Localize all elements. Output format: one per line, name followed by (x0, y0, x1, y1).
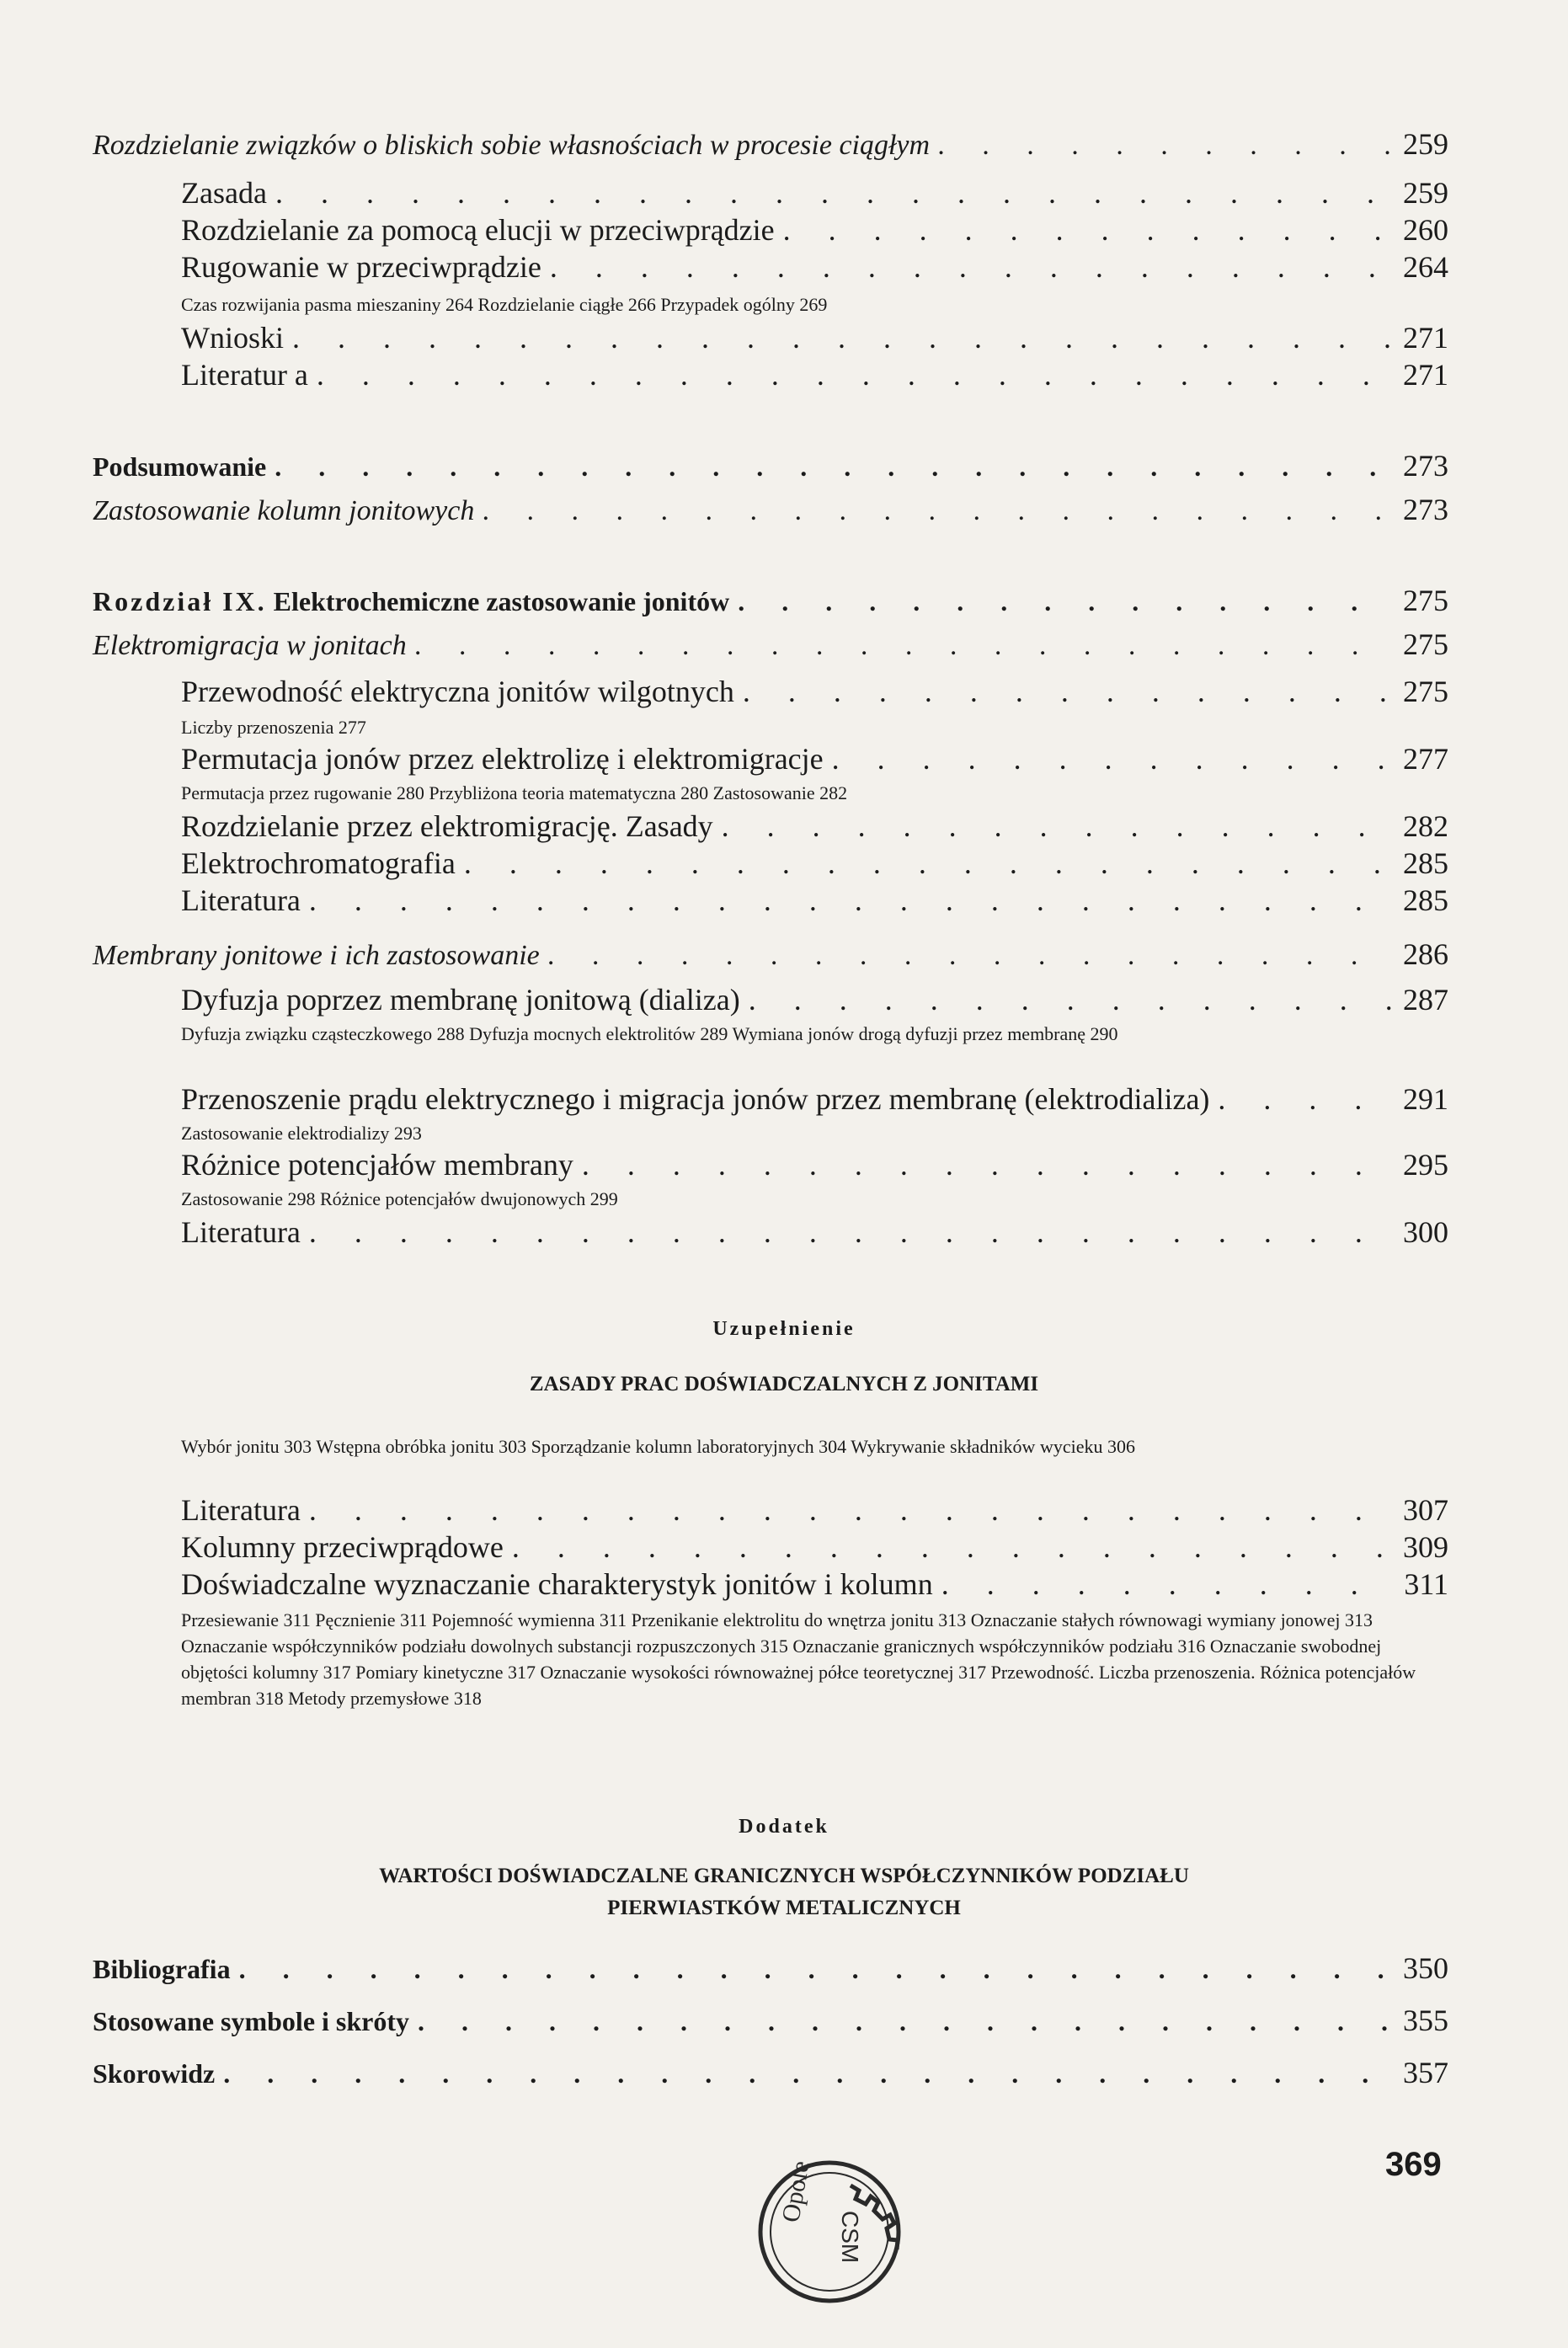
leader-dots (275, 175, 1395, 211)
leader-dots (749, 982, 1395, 1017)
page-number: 260 (1403, 213, 1448, 247)
toc-entry (93, 1950, 1448, 1986)
subtopics-note: Przesiewanie 311 Pęcznienie 311 Pojemność wymienna 311 Przenikanie elektrolitu do wnętrza jonitu 313 Oznaczanie stałych równowagi wymiany jonowej 313 Oznaczanie współczynników podziału dowolnych substancji rozpuszczonych 315 Oznaczanie granicznych współczynników podziału 316 Oznaczanie swobodnej objętości kolumny 317 Pomiary kinetyczne 317 Oznaczanie wysokości równoważnej półce teoretycznej 317 Przewodność. Liczba przenoszenia. Różnica potencjałów membran 318 Metody przemysłowe 318 (181, 1609, 1416, 1709)
page-number: 277 (1403, 742, 1448, 776)
entry-title: Podsumowanie (93, 451, 267, 482)
chapter-heading (93, 583, 1448, 618)
toc-entry (181, 212, 1448, 248)
leader-dots (309, 1492, 1395, 1528)
chapter-number: Rozdział IX. (93, 586, 267, 616)
page-number: 275 (1403, 675, 1448, 708)
subtopics-note: Permutacja przez rugowanie 280 Przybliżona teoria matematyczna 280 Zastosowanie 282 (181, 782, 848, 803)
subtopics-note: Czas rozwijania pasma mieszaniny 264 Rozdzielanie ciągłe 266 Przypadek ogólny 269 (181, 294, 828, 315)
page-number: 295 (1403, 1148, 1448, 1182)
toc-entry (93, 448, 1448, 483)
toc-entry (181, 883, 1448, 918)
page-number: 287 (1403, 983, 1448, 1017)
leader-dots (418, 2006, 1395, 2037)
page-number: 285 (1403, 883, 1448, 917)
section-heading: Uzupełnienie (712, 1318, 856, 1340)
leader-dots (464, 846, 1395, 881)
page-number: 282 (1403, 809, 1448, 843)
chapter-title: Elektrochemiczne zastosowanie jonitów (273, 586, 730, 616)
toc-entry (181, 1214, 1448, 1250)
entry-title: Bibliografia (93, 1954, 231, 1984)
page-number: 286 (1403, 937, 1448, 971)
entry-title: Literatur a (181, 358, 308, 392)
entry-title: Różnice potencjałów membrany (181, 1148, 573, 1182)
leader-dots (582, 1147, 1395, 1182)
toc-entry (93, 937, 1448, 972)
entry-title: Przenoszenie prądu elektrycznego i migracja jonów przez membranę (elektrodializa) (181, 1082, 1210, 1116)
leader-dots (938, 130, 1395, 162)
page-number: 355 (1403, 2004, 1448, 2037)
leader-dots (548, 940, 1395, 972)
leader-dots (512, 1529, 1395, 1565)
section-heading: Dodatek (739, 1816, 829, 1838)
toc-entry (181, 741, 1448, 776)
toc-entry (93, 2003, 1448, 2038)
leader-dots (309, 883, 1395, 918)
leader-dots (743, 674, 1395, 709)
toc-entry (181, 1529, 1448, 1565)
leader-dots (239, 1954, 1395, 1985)
entry-title: Doświadczalne wyznaczanie charakterystyk jonitów i kolumn (181, 1567, 933, 1601)
leader-dots (223, 2058, 1395, 2089)
page-number: 307 (1403, 1493, 1448, 1527)
entry-title: Literatura (181, 883, 301, 917)
leader-dots (292, 320, 1395, 355)
entry-title: Skorowidz (93, 2058, 216, 2089)
subtopics-note: Zastosowanie elektrodializy 293 (181, 1123, 422, 1144)
entry-title: Zasada (181, 176, 267, 210)
leader-dots (941, 1566, 1396, 1602)
toc-entry (181, 982, 1448, 1017)
toc-entry (181, 1081, 1448, 1117)
leader-dots (483, 495, 1395, 527)
entry-title: Wnioski (181, 321, 284, 355)
page-number: 271 (1403, 358, 1448, 392)
page-number: 311 (1404, 1567, 1448, 1601)
toc-entry (181, 1566, 1448, 1602)
toc-entry (93, 126, 1448, 162)
page-number: 300 (1403, 1215, 1448, 1249)
entry-title: Rozdzielanie za pomocą elucji w przeciwprądzie (181, 213, 775, 247)
toc-entry (93, 492, 1448, 527)
library-stamp-icon (749, 2152, 909, 2312)
entry-title: Permutacja jonów przez elektrolizę i elektromigracje (181, 742, 824, 776)
toc-entry (181, 175, 1448, 211)
leader-dots (1218, 1081, 1395, 1117)
entry-title: Rozdzielanie związków o bliskich sobie własnościach w procesie ciągłym (93, 130, 931, 161)
entry-title: Elektromigracja w jonitach (93, 630, 407, 661)
subtopics-note: Zastosowanie 298 Różnice potencjałów dwujonowych 299 (181, 1188, 618, 1209)
leader-dots (783, 212, 1395, 248)
leader-dots (317, 357, 1395, 392)
page-number: 271 (1403, 321, 1448, 355)
leader-dots (415, 630, 1395, 662)
page-number: 357 (1403, 2056, 1448, 2089)
toc-entry (181, 249, 1448, 285)
page-number: 259 (1403, 176, 1448, 210)
leader-dots (738, 586, 1395, 617)
entry-title: Rozdzielanie przez elektromigrację. Zasady (181, 809, 713, 843)
toc-entry (181, 1492, 1448, 1528)
section-title: ZASADY PRAC DOŚWIADCZALNYCH Z JONITAMI (529, 1373, 1039, 1395)
page-number: 309 (1403, 1530, 1448, 1564)
toc-entry (181, 320, 1448, 355)
toc-entry (181, 808, 1448, 844)
toc-entry (181, 357, 1448, 392)
section-title: WARTOŚCI DOŚWIADCZALNE GRANICZNYCH WSPÓŁCZYNNIKÓW PODZIAŁU (379, 1865, 1189, 1887)
page-number: 273 (1403, 449, 1448, 483)
entry-title: Dyfuzja poprzez membranę jonitową (dializa) (181, 983, 740, 1017)
toc-entry (181, 846, 1448, 881)
page-number: 275 (1403, 627, 1448, 661)
page-number: 285 (1403, 846, 1448, 880)
toc-entry (93, 2055, 1448, 2090)
entry-title: Stosowane symbole i skróty (93, 2006, 410, 2036)
stamp-text-right: CSM (837, 2211, 863, 2264)
stamp-text-left: Opole (776, 2159, 815, 2225)
subtopics-note: Wybór jonitu 303 Wstępna obróbka jonitu 303 Sporządzanie kolumn laboratoryjnych 304 Wykrywanie składników wycieku 306 (181, 1436, 1135, 1457)
entry-title: Elektrochromatografia (181, 846, 456, 880)
page-number: 350 (1403, 1951, 1448, 1985)
entry-title: Kolumny przeciwprądowe (181, 1530, 504, 1564)
page-folio: 369 (1385, 2146, 1442, 2183)
page-number: 275 (1403, 584, 1448, 617)
section-title: PIERWIASTKÓW METALICZNYCH (607, 1897, 961, 1919)
entry-title (93, 586, 729, 617)
entry-title: Literatura (181, 1493, 301, 1527)
entry-title: Przewodność elektryczna jonitów wilgotnych (181, 675, 734, 708)
page-number: 264 (1403, 250, 1448, 284)
subtopics-note: Liczby przenoszenia 277 (181, 717, 366, 738)
entry-title: Zastosowanie kolumn jonitowych (93, 495, 475, 526)
entry-title: Literatura (181, 1215, 301, 1249)
toc-entry (93, 627, 1448, 662)
leader-dots (722, 808, 1395, 844)
toc-entry (181, 674, 1448, 709)
toc-entry (181, 1147, 1448, 1182)
page-number: 273 (1403, 493, 1448, 526)
leader-dots (832, 741, 1395, 776)
leader-dots (275, 451, 1395, 483)
entry-title: Membrany jonitowe i ich zastosowanie (93, 940, 540, 971)
leader-dots (550, 249, 1395, 285)
entry-title: Rugowanie w przeciwprądzie (181, 250, 541, 284)
subtopics-note: Dyfuzja związku cząsteczkowego 288 Dyfuzja mocnych elektrolitów 289 Wymiana jonów drogą dyfuzji przez membranę 290 (181, 1023, 1118, 1044)
page-number: 291 (1403, 1082, 1448, 1116)
page-number: 259 (1403, 127, 1448, 161)
leader-dots (309, 1214, 1395, 1250)
